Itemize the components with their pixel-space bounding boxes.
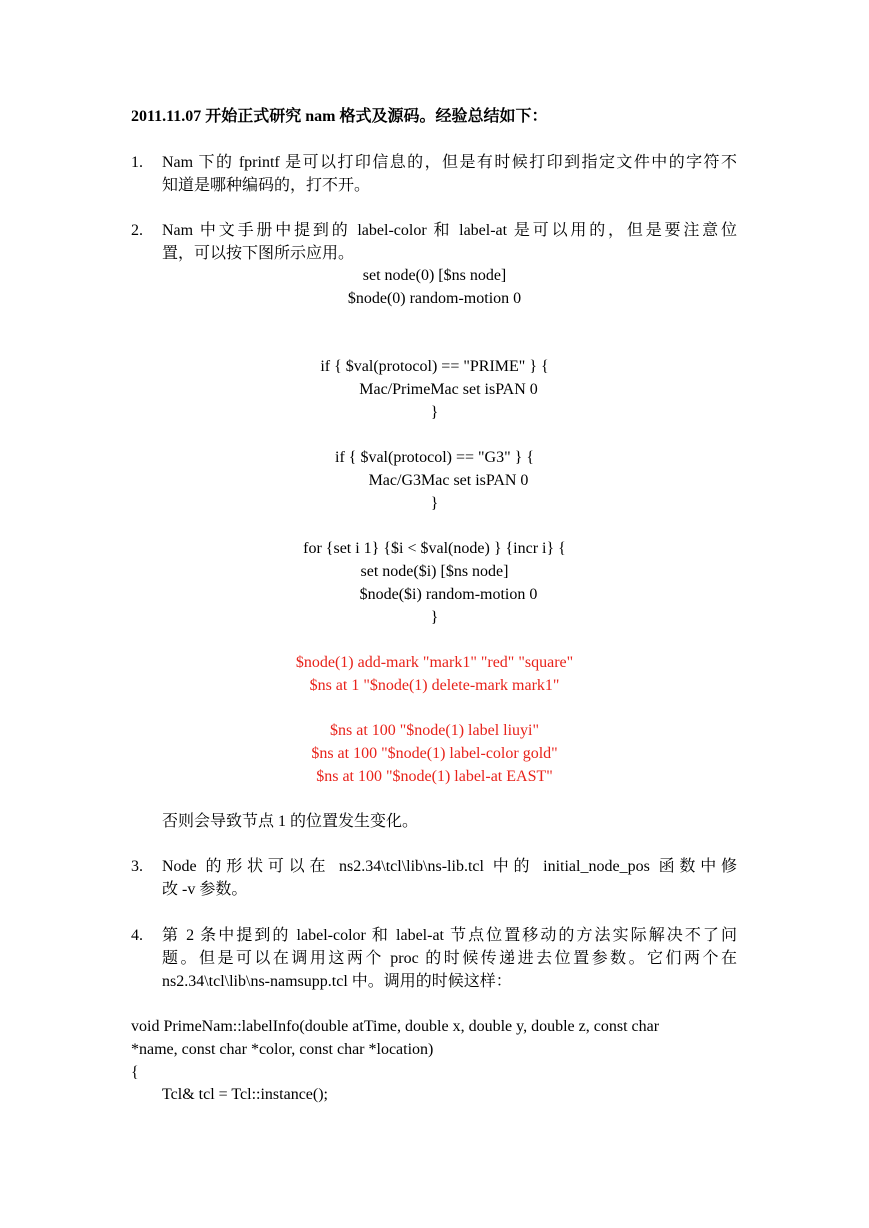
code-line: if { $val(protocol) == "PRIME" } {: [320, 358, 549, 375]
item-2-number: 2.: [131, 222, 143, 239]
highlighted-code-line: $ns at 1 "$node(1) delete-mark mark1": [309, 677, 560, 694]
highlighted-code-line: $ns at 100 "$node(1) label-at EAST": [316, 768, 553, 785]
highlighted-code-line: $ns at 100 "$node(1) label liuyi": [329, 722, 540, 739]
code-line: Mac/G3Mac set isPAN 0: [368, 472, 529, 489]
code-line: for {set i 1} {$i < $val(node) } {incr i} {: [303, 540, 566, 557]
cpp-line: Tcl& tcl = Tcl::instance();: [162, 1086, 328, 1103]
code-line: set node($i) [$ns node]: [360, 563, 509, 580]
cpp-line: {: [131, 1064, 139, 1081]
item-3-line-2: 改 -v 参数。: [162, 881, 248, 898]
item-3-number: 3.: [131, 858, 143, 875]
item-2-line-2: 置，可以按下图所示应用。: [162, 245, 355, 262]
cpp-line: *name, const char *color, const char *location): [131, 1041, 434, 1058]
item-4-line-1: 第 2 条中提到的 label-color 和 label-at 节点位置移动的方法实际解决不了问: [162, 927, 737, 944]
item-1-line-2: 知道是哪种编码的，打不开。: [162, 177, 371, 194]
document-heading: 2011.11.07 开始正式研究 nam 格式及源码。经验总结如下：: [131, 108, 548, 125]
highlighted-code-line: $ns at 100 "$node(1) label-color gold": [311, 745, 558, 762]
code-line: $node($i) random-motion 0: [359, 586, 538, 603]
cpp-line: void PrimeNam::labelInfo(double atTime, double x, double y, double z, const char: [131, 1018, 660, 1035]
item-3-line-1: Node 的形状可以在 ns2.34\tcl\lib\ns-lib.tcl 中的 initial_node_pos 函数中修: [162, 858, 737, 875]
code-line: }: [430, 609, 439, 626]
code-line: Mac/PrimeMac set isPAN 0: [359, 381, 538, 398]
item-4-line-3: ns2.34\tcl\lib\ns-namsupp.tcl 中。调用的时候这样：: [162, 973, 512, 990]
item-1-number: 1.: [131, 154, 143, 171]
item-4-line-2: 题。但是可以在调用这两个 proc 的时候传递进去位置参数。它们两个在: [162, 950, 737, 967]
item-1-line-1: Nam 下的 fprintf 是可以打印信息的，但是有时候打印到指定文件中的字符不: [162, 154, 737, 171]
code-line: }: [430, 495, 439, 512]
code-line: }: [430, 404, 439, 421]
code-line: set node(0) [$ns node]: [362, 267, 507, 284]
item-2-line-1: Nam 中文手册中提到的 label-color 和 label-at 是可以用的，但是要注意位: [162, 222, 737, 239]
code-line: $node(0) random-motion 0: [347, 290, 522, 307]
item-4-number: 4.: [131, 927, 143, 944]
code-line: if { $val(protocol) == "G3" } {: [335, 449, 534, 466]
note-text: 否则会导致节点 1 的位置发生变化。: [162, 813, 419, 830]
highlighted-code-line: $node(1) add-mark "mark1" "red" "square": [295, 654, 574, 671]
